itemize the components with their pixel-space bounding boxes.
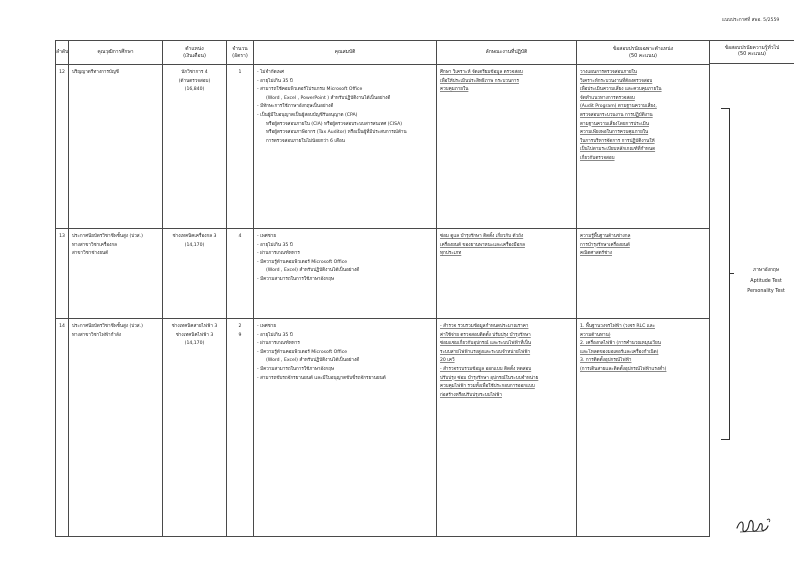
qualification-item: - ไม่จำกัดเพศ (257, 70, 285, 75)
col-header-duties: ลักษณะงานที่ปฏิบัติ (437, 41, 577, 65)
qualification-item: - สามารถขับรถจักรยานยนต์ และมีใบอนุญาตขับขี่รถจักรยานยนต์ (257, 375, 386, 381)
cell-qualifications (254, 65, 437, 229)
test-item: ภาษาอังกฤษ (753, 268, 779, 273)
duty-line: ซ่อมแซมเกี่ยวกับอุปกรณ์ และระบบไฟฟ้าที่เป็น (440, 341, 532, 347)
duty-line: ศึกษา วิเคราะห์ จัดเตรียมข้อมูล ตรวจสอบ (440, 70, 523, 75)
cell-count: 4 (227, 229, 254, 319)
table-header-row (56, 41, 710, 65)
cell-education: ประกาศนียบัตรวิชาชีพชั้นสูง (ปวส.) ทางสาขาวิชาไฟฟ้ากำลัง (69, 319, 163, 537)
duty-line: ปรับปรุง ซ่อม บำรุงรักษา อุปกรณ์ในระบบจำหน่าย (440, 375, 539, 381)
duty-line: ก่อสร้างหรือปรับปรุงระบบไฟฟ้า (440, 392, 502, 398)
qualification-item: - ผ่านการเกณฑ์ทหาร (257, 251, 300, 257)
exam-topic-line: (Audit Program) ตามฐานความเสี่ยง, (580, 104, 657, 110)
col-header-position: ตำแหน่ง (เงินเดือน) (163, 41, 227, 65)
cell-position: ช่างเทคนิคเครื่องกล 3 (14,170) (163, 229, 227, 319)
exam-topic-line: การบำรุงรักษาเครื่องยนต์ (580, 242, 630, 248)
col-header-no: ลำดับ (56, 41, 69, 65)
exam-topic-line: (การเดินสายและติดตั้งอุปกรณ์ไฟฟ้าแรงต่ำ) (580, 366, 667, 372)
exam-topic-line: ตรวจสอบกระบวนงาน การปฏิบัติงาน (580, 112, 653, 118)
duty-line: ระบบสายไฟฟ้าแรงสูงและระบบจำหน่ายไฟฟ้า (440, 349, 531, 355)
qualification-item: - มีความสามารถในการใช้ภาษาอังกฤษ (257, 366, 335, 372)
exam-topic-line: 1. พื้นฐานวงจรไฟฟ้า (วงจร RLC และ (580, 324, 655, 329)
brace-bracket (721, 108, 730, 440)
table-row (56, 229, 710, 319)
test-item: Aptitude Test (750, 278, 782, 284)
exam-topic-line: 2. เครื่องกลไฟฟ้า (การคำนวณหมุนเวียน (580, 341, 661, 347)
general-test-list (735, 266, 797, 298)
cell-position: ช่างเทคนิคสายไฟฟ้า 3 ช่างเทคนิคไฟฟ้า 3 (14,170) (163, 319, 227, 537)
cell-qualifications (254, 229, 437, 319)
qualification-item: - เพศชาย (257, 234, 277, 239)
cell-no: 14 (56, 319, 69, 537)
exam-topic-line: ตามฐานความเสี่ยงโดยการประเมิน (580, 121, 649, 127)
exam-topic-line: เพื่อประเมินความเสี่ยง และควบคุมภายใน (580, 87, 662, 93)
qualification-item: - สามารถใช้คอมพิวเตอร์โปรแกรม Microsoft Office (257, 87, 363, 93)
cell-count: 1 (227, 65, 254, 229)
qualification-item: - มีความสามารถในการใช้ภาษาอังกฤษ (257, 276, 335, 282)
duty-line: 20 เควี (440, 358, 455, 364)
exam-topic-line: ความรู้พื้นฐานด้านช่างกล (580, 234, 631, 239)
cell-exam (577, 319, 710, 537)
qualification-item: (Word , Excel , PowerPoint ) สำหรับปฏิบัติงานได้เป็นอย่างดี (266, 95, 391, 101)
duty-line: ควบคุมภายใน (440, 87, 469, 93)
header-note: แนบประกาศที่ สพอ. 5/2559 (722, 18, 780, 23)
exam-topic-line: ความต้านทาน) (580, 332, 611, 338)
col-header-exam-specific: ข้อสอบปรนัยเฉพาะตำแหน่ง (50 คะแนน) (577, 41, 710, 65)
qualification-item: - มีความรู้ด้านคอมพิวเตอร์ Microsoft Office (257, 259, 348, 265)
cell-exam (577, 65, 710, 229)
table-row (56, 65, 710, 229)
cell-duties (437, 65, 577, 229)
exam-topic-line: เกี่ยวกับตรวจสอบ (580, 155, 615, 161)
signature-mark (734, 514, 774, 538)
qualification-item: - มีความรู้ด้านคอมพิวเตอร์ Microsoft Office (257, 349, 348, 355)
qualification-item: - เป็นผู้มีใบอนุญาตเป็นผู้สอบบัญชีรับอนุญาต (CPA) (257, 112, 358, 118)
cell-education: ปริญญาตรีทางการบัญชี (69, 65, 163, 229)
qualification-item: หรือผู้ตรวจสอบภาษีอากร (Tax Auditor) หรือเป็นผู้ที่มีประสบการณ์ด้าน (266, 130, 407, 136)
cell-count: 2 9 (227, 319, 254, 537)
qualification-item: หรือผู้ตรวจสอบภายใน (CIA) หรือผู้ตรวจสอบระบบสารสนเทศ (CISA) (266, 121, 403, 127)
cell-no: 12 (56, 65, 69, 229)
exam-topic-line: วางแผนการตรวจสอบภายใน (580, 70, 637, 75)
col-header-count: จำนวน (อัตรา) (227, 41, 254, 65)
cell-education: ประกาศนียบัตรวิชาชีพชั้นสูง (ปวส.) ทางสาขาวิชาเครื่องกล สาขาวิชาช่างยนต์ (69, 229, 163, 319)
qualification-item: (Word , Excel) สำหรับปฏิบัติงานได้เป็นอย่างดี (266, 268, 360, 274)
qualification-item: (Word , Excel) สำหรับปฏิบัติงานได้เป็นอย่างดี (266, 358, 360, 364)
qualification-item: - มีทักษะการใช้ภาษาอังกฤษเป็นอย่างดี (257, 104, 334, 110)
exam-topic-line: ในการบริหารจัดการ การปฏิบัติงานให้ (580, 138, 655, 144)
cell-exam (577, 229, 710, 319)
exam-topic-line: จัดทำแนวทางการตรวจสอบ (580, 95, 635, 101)
duty-line: เครื่องยนต์ ของยานพาหนะและเครื่องมือกล (440, 242, 525, 248)
duty-line: ค่าใช้จ่าย ตรวจสอบติดตั้ง ปรับปรุง บำรุงรักษา (440, 332, 531, 338)
cell-duties (437, 319, 577, 537)
positions-table (55, 40, 710, 537)
qualification-item: - อายุไม่เกิน 35 ปี (257, 332, 293, 338)
cell-no: 13 (56, 229, 69, 319)
duty-line: เพื่อให้ประเมินประสิทธิภาพ กระบวนการ (440, 78, 519, 84)
qualification-item: - ผ่านการเกณฑ์ทหาร (257, 341, 300, 347)
cell-duties (437, 229, 577, 319)
duty-line: ทุกประเภท (440, 251, 462, 257)
col-header-education: คุณวุฒิการศึกษา (69, 41, 163, 65)
exam-topic-line: วิเคราะห์กระบวนงานที่ต้องตรวจสอบ (580, 78, 653, 84)
col-header-qualifications: คุณสมบัติ (254, 41, 437, 65)
test-item: Personality Test (747, 289, 785, 294)
col-header-exam-general: ข้อสอบปรนัยความรู้ทั่วไป (50 คะแนน) (710, 40, 794, 64)
exam-topic-line: 3. การติดตั้งอุปกรณ์ไฟฟ้า (580, 358, 632, 364)
duty-line: ซ่อม ดูแล บำรุงรักษา ติดตั้ง เกี่ยวกับ ตัวถัง (440, 234, 524, 239)
qualification-item: การตรวจสอบภายในไม่น้อยกว่า 6 เดือน (266, 138, 345, 144)
qualification-item: - อายุไม่เกิน 35 ปี (257, 242, 293, 248)
duty-line: - สำรวจ รวบรวมข้อมูลกำหนดประมาณราคา (440, 324, 529, 329)
qualification-item: - เพศชาย (257, 324, 277, 329)
exam-topic-line: ความเพียงพอในการควบคุมภายใน (580, 130, 649, 136)
duty-line: - สำรวจรวบรวมข้อมูล ออกแบบ ติดตั้ง ทดสอบ (440, 366, 532, 372)
exam-topic-line: เป็นไปตามระเบียบหลักเกณฑ์ที่กำหนด (580, 147, 656, 153)
exam-topic-line: คณิตศาสตร์ช่าง (580, 251, 613, 257)
duty-line: ควบคุมไฟฟ้า รวมทั้งเพื่อใช้ประกอบการออกแบบ (440, 384, 535, 390)
exam-topic-line: และโหลดของมอเตอร์และเครื่องกำเนิด) (580, 349, 659, 355)
qualification-item: - อายุไม่เกิน 35 ปี (257, 78, 293, 84)
cell-qualifications (254, 319, 437, 537)
cell-position: นักวิชาการ 4 (ด้านตรวจสอบ) (16,840) (163, 65, 227, 229)
table-row (56, 319, 710, 537)
